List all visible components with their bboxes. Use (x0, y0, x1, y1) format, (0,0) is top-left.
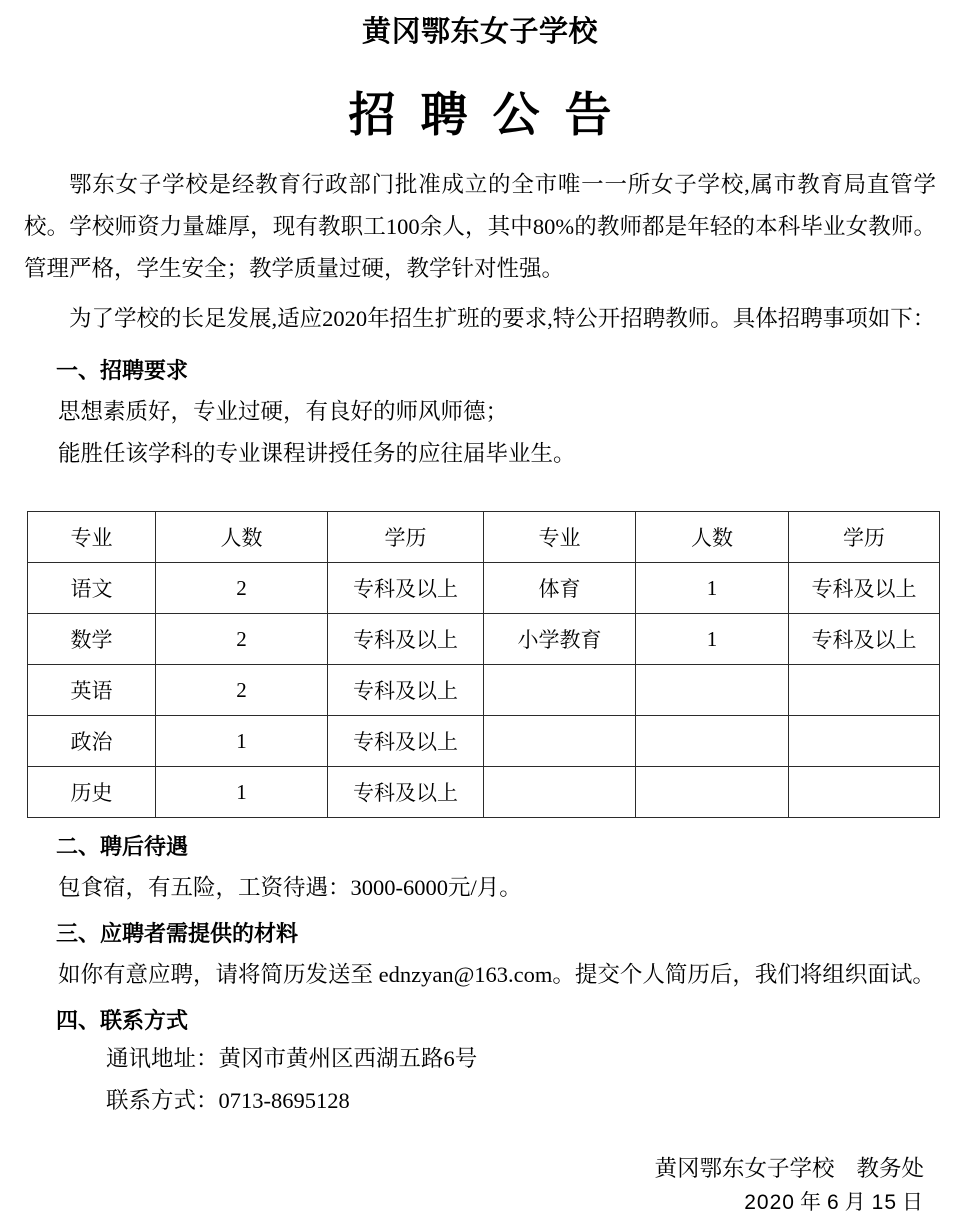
table-cell: 政治 (28, 716, 156, 767)
intro-block (24, 164, 936, 340)
section-contact (24, 1010, 936, 1122)
section-requirements (24, 360, 936, 475)
table-cell (789, 767, 940, 818)
intro-paragraph-1: 鄂东女子学校是经教育行政部门批准成立的全市唯一一所女子学校,属市教育局直管学校。学校师资力量雄厚，现有教职工100余人，其中80%的教师都是年轻的本科毕业女教师。管理严格，学生安全；教学质量过硬，教学针对性强。 (24, 172, 936, 281)
section-benefits (24, 836, 936, 909)
recruitment-table-wrapper (24, 511, 936, 818)
table-cell (636, 716, 789, 767)
table-cell (484, 665, 636, 716)
table-cell: 语文 (28, 563, 156, 614)
footer-date-month: 6 (826, 1191, 840, 1214)
table-cell: 专科及以上 (789, 614, 940, 665)
table-cell (789, 665, 940, 716)
requirement-line-1: 思想素质好，专业过硬，有良好的师风师德； (58, 399, 509, 424)
table-cell: 专科及以上 (328, 563, 484, 614)
table-cell: 1 (636, 614, 789, 665)
table-row (28, 563, 940, 614)
footer-date-month-label: 月 (844, 1191, 867, 1214)
contact-phone-line: 联系方式：0713-8695128 (106, 1088, 350, 1113)
section-materials (24, 923, 936, 996)
table-cell: 专科及以上 (328, 614, 484, 665)
notice-title: 招聘公告 (348, 88, 637, 141)
table-cell: 历史 (28, 767, 156, 818)
table-cell: 1 (156, 767, 328, 818)
table-header-cell: 人数 (636, 512, 789, 563)
section-heading-2: 二、聘后待遇 (56, 834, 189, 859)
table-cell (484, 716, 636, 767)
table-cell: 专科及以上 (328, 665, 484, 716)
footer-date-year: 2020 (744, 1191, 795, 1214)
footer-department: 教务处 (856, 1156, 924, 1181)
section-heading-3: 三、应聘者需提供的材料 (56, 921, 299, 946)
table-cell: 数学 (28, 614, 156, 665)
footer-date-line (24, 1186, 924, 1220)
table-cell: 小学教育 (484, 614, 636, 665)
table-cell (636, 665, 789, 716)
section-heading-1: 一、招聘要求 (56, 358, 189, 383)
table-cell: 英语 (28, 665, 156, 716)
materials-line-1: 如你有意应聘，请将简历发送至 ednzyan@163.com。提交个人简历后，我们将组织面试。 (58, 962, 935, 987)
footer-date-day-label: 日 (902, 1191, 924, 1214)
table-header-cell: 专业 (484, 512, 636, 563)
table-header-cell: 学历 (328, 512, 484, 563)
table-header-row (28, 512, 940, 563)
school-title: 黄冈鄂东女子学校 (361, 16, 598, 48)
benefits-line-1: 包食宿，有五险，工资待遇：3000-6000元/月。 (58, 875, 522, 900)
table-row (28, 614, 940, 665)
table-cell (484, 767, 636, 818)
table-cell: 2 (156, 614, 328, 665)
table-header-cell: 人数 (156, 512, 328, 563)
document-footer (24, 1152, 936, 1220)
requirement-line-2: 能胜任该学科的专业课程讲授任务的应往届毕业生。 (58, 441, 576, 466)
table-header-cell: 学历 (789, 512, 940, 563)
table-cell: 体育 (484, 563, 636, 614)
table-row (28, 767, 940, 818)
table-cell (636, 767, 789, 818)
contact-address-line: 通讯地址：黄冈市黄州区西湖五路6号 (106, 1046, 478, 1071)
table-cell: 1 (156, 716, 328, 767)
intro-paragraph-2: 为了学校的长足发展,适应2020年招生扩班的要求,特公开招聘教师。具体招聘事项如下： (69, 306, 936, 331)
section-heading-4: 四、联系方式 (56, 1008, 189, 1033)
footer-date-year-label: 年 (799, 1191, 822, 1214)
footer-date-day: 15 (871, 1191, 897, 1214)
table-cell: 专科及以上 (328, 767, 484, 818)
table-cell: 专科及以上 (789, 563, 940, 614)
table-cell: 专科及以上 (328, 716, 484, 767)
table-cell (789, 716, 940, 767)
table-cell: 2 (156, 563, 328, 614)
table-cell: 1 (636, 563, 789, 614)
table-cell: 2 (156, 665, 328, 716)
footer-organization: 黄冈鄂东女子学校 (654, 1156, 835, 1181)
recruitment-table (27, 511, 940, 818)
table-header-cell: 专业 (28, 512, 156, 563)
table-row (28, 665, 940, 716)
footer-organization-line (24, 1152, 924, 1186)
table-row (28, 716, 940, 767)
